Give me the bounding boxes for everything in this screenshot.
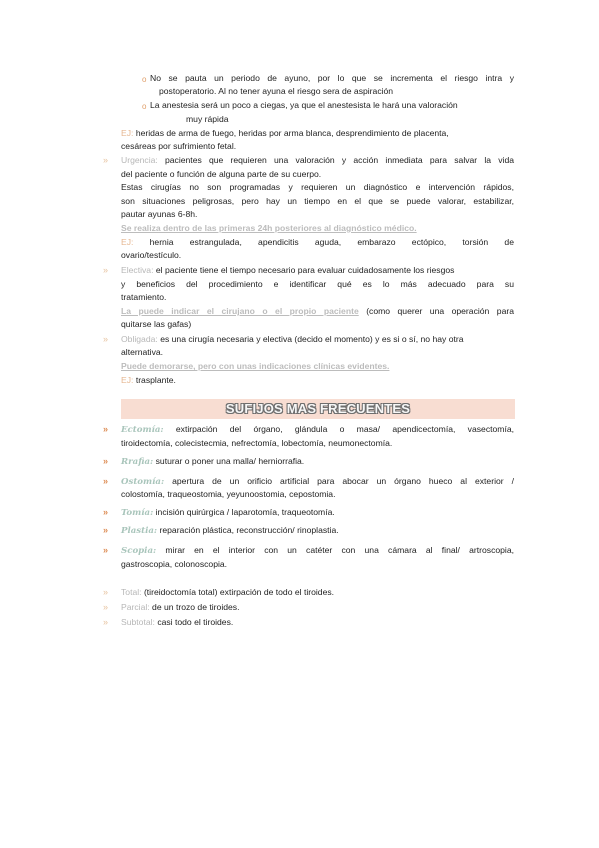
double-chevron-icon: » xyxy=(103,602,109,612)
double-chevron-icon: » xyxy=(103,617,109,627)
obligada-text: es una cirugía necesaria y electiva (decido el momento) y es si o sí, no hay otra xyxy=(160,334,464,344)
electiva-line-4 xyxy=(121,306,514,317)
obligada-label: Obligada: xyxy=(121,334,158,344)
tiroides-parcial xyxy=(121,602,239,613)
electiva-note: La puede indicar el cirujano o el propio paciente xyxy=(121,306,359,316)
sufijo-plastia xyxy=(121,525,339,537)
urgencia-line-3: Estas cirugías no son programadas y requieren un diagnóstico e intervención rápidos, xyxy=(121,182,514,192)
double-chevron-icon: » xyxy=(103,525,109,535)
urgencia-ej-line-2: ovario/testículo. xyxy=(121,250,182,260)
double-chevron-icon: » xyxy=(103,476,109,486)
ej-text: trasplante. xyxy=(135,375,176,385)
tiroides-subtotal xyxy=(121,617,233,628)
sufijo-ectomia-line-1 xyxy=(121,424,514,436)
ej-text: heridas de arma de fuego, heridas por arma blanca, desprendimiento de placenta, xyxy=(135,128,449,138)
ej-label: EJ: xyxy=(121,375,134,385)
sufijo-tomia xyxy=(121,507,335,519)
double-chevron-icon: » xyxy=(103,507,109,517)
electiva-line-2: y beneficios del procedimiento e identificar qué es lo más adecuado para su xyxy=(121,279,514,289)
tiroides-label: Parcial: xyxy=(121,602,150,612)
ej-label: EJ: xyxy=(121,237,134,247)
section-heading: SUFIJOS MAS FRECUENTES xyxy=(225,401,411,416)
urgencia-line-1 xyxy=(121,155,514,166)
sufijo-term: Ectomía: xyxy=(121,425,164,435)
sufijo-rrafia xyxy=(121,456,304,468)
sufijo-term: Scopia: xyxy=(121,546,157,556)
sufijo-term: Rrafia: xyxy=(121,457,154,467)
sufijo-ostomia-line-1 xyxy=(121,476,514,488)
circle-bullet-icon: o xyxy=(142,75,147,84)
sufijo-text: extirpación del órgano, glándula o masa/ apendicectomía, vasectomía, xyxy=(175,424,514,434)
sufijo-term: Ostomía: xyxy=(121,477,165,487)
sufijo-scopia-line-2: gastroscopia, colonoscopia. xyxy=(121,559,228,569)
electiva-line-3: tratamiento. xyxy=(121,292,167,302)
obligada-line-1 xyxy=(121,334,464,345)
electiva-line-1 xyxy=(121,265,454,276)
urgencia-line-5: pautar ayunas 6-8h. xyxy=(121,209,198,219)
electiva-label: Electiva: xyxy=(121,265,154,275)
intro-bullet-2-line-2: muy rápida xyxy=(186,114,229,124)
intro-bullet-1-line-1: No se pauta un periodo de ayuno, por lo que se incrementa el riesgo intra y xyxy=(150,73,514,83)
sufijo-text: suturar o poner una malla/ herniorrafia. xyxy=(155,456,305,466)
obligada-line-2: alternativa. xyxy=(121,347,164,357)
ej-text: hernia estrangulada, apendicitis aguda, embarazo ectópico, torsión de xyxy=(149,237,514,247)
tiroides-label: Total: xyxy=(121,587,142,597)
sufijo-text: incisión quirúrgica / laparotomía, traqueotomía. xyxy=(155,507,335,517)
sufijo-ostomia-line-2: colostomía, traqueostomia, yeyunoostomia, cepostomia. xyxy=(121,489,336,499)
ej-emergencia-line-1 xyxy=(121,128,449,139)
sufijo-text: reparación plástica, reconstrucción/ rinoplastia. xyxy=(159,525,339,535)
sufijo-ectomia-line-2: tiroidectomía, colecistecmia, nefrectomía, lobectomía, neumonectomía. xyxy=(121,438,393,448)
sufijo-scopia-line-1 xyxy=(121,545,514,557)
tiroides-label: Subtotal: xyxy=(121,617,155,627)
sufijo-term: Plastia: xyxy=(121,526,158,536)
sufijo-text: apertura de un orificio artificial para abocar un órgano hueco al exterior / xyxy=(172,476,515,486)
electiva-note-rest: (como querer una operación para xyxy=(366,306,514,316)
electiva-text: el paciente tiene el tiempo necesario para evaluar cuidadosamente los riesgos xyxy=(155,265,455,275)
urgencia-label: Urgencia: xyxy=(121,155,158,165)
circle-bullet-icon: o xyxy=(142,102,147,111)
intro-bullet-1-line-2: postoperatorio. Al no tener ayuna el riesgo sera de aspiración xyxy=(159,86,394,96)
obligada-ej xyxy=(121,375,176,386)
intro-bullet-2-line-1: La anestesia será un poco a ciegas, ya que el anestesista le hará una valoración xyxy=(150,100,458,110)
urgencia-text: pacientes que requieren una valoración y acción inmediata para salvar la vida xyxy=(164,155,515,165)
urgencia-line-4: son situaciones peligrosas, pero hay un tiempo en el que se puede valorar, estabilizar, xyxy=(121,196,514,206)
tiroides-text: casi todo el tiroides. xyxy=(157,617,234,627)
urgencia-line-2: del paciente o función de alguna parte de su cuerpo. xyxy=(121,169,322,179)
electiva-line-5: quitarse las gafas) xyxy=(121,319,192,329)
urgencia-note: Se realiza dentro de las primeras 24h posteriores al diagnóstico médico. xyxy=(121,223,417,233)
tiroides-text: de un trozo de tiroides. xyxy=(152,602,240,612)
ej-label: EJ: xyxy=(121,128,134,138)
double-chevron-icon: » xyxy=(103,155,109,165)
double-chevron-icon: » xyxy=(103,424,109,434)
urgencia-ej-line-1 xyxy=(121,237,514,248)
double-chevron-icon: » xyxy=(103,456,109,466)
ej-emergencia-line-2: cesáreas por sufrimiento fetal. xyxy=(121,141,237,151)
double-chevron-icon: » xyxy=(103,545,109,555)
sufijo-text: mirar en el interior con un catéter con una cámara al final/ artroscopia, xyxy=(165,545,515,555)
sufijo-term: Tomía: xyxy=(121,508,154,518)
double-chevron-icon: » xyxy=(103,587,109,597)
obligada-note: Puede demorarse, pero con unas indicaciones clínicas evidentes. xyxy=(121,361,390,371)
double-chevron-icon: » xyxy=(103,334,109,344)
tiroides-total xyxy=(121,587,334,598)
double-chevron-icon: » xyxy=(103,265,109,275)
tiroides-text: (tireidoctomía total) extirpación de todo el tiroides. xyxy=(143,587,335,597)
